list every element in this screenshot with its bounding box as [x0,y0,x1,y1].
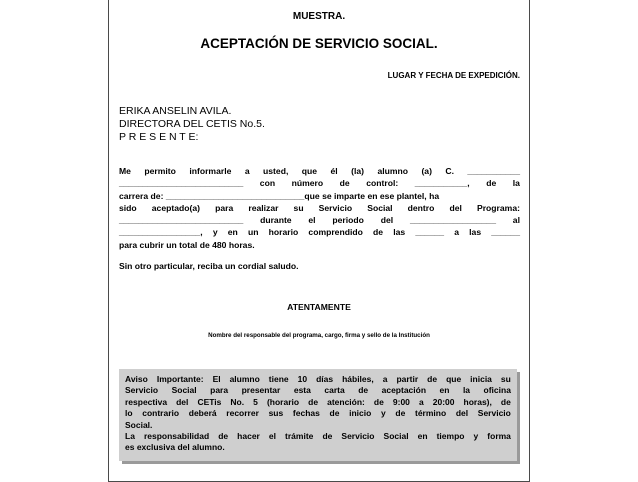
body-word: de [486,178,497,189]
body-word: las [469,227,482,238]
body-word: ______ [415,227,445,238]
notice-line: Servicio Social para presentar esta carta de aceptación en la oficina [125,385,511,396]
body-word: ___________ [467,166,520,176]
body-word: C. [445,166,454,176]
body-word: la [512,178,520,189]
body-word: del [380,215,394,226]
recipient-name: ERIKA ANSELIN AVILA. [119,105,232,117]
body-word: que [301,166,318,176]
body-word: control: [366,178,399,189]
body-word: realizar [248,202,279,213]
body-word: del [449,202,462,213]
body-word: a [244,166,250,176]
body-word: durante [260,215,292,226]
body-line [119,226,520,238]
body-word: a [454,227,459,238]
body-word: y [212,227,218,238]
body-word: _________________, [119,227,203,238]
body-word: permito [144,166,176,176]
notice-line: Aviso Importante: El alumno tiene 10 días hábiles, a partir de que inicia su [125,374,511,384]
body-word: informarle [189,166,232,176]
body-word: número [291,178,324,189]
body-word: Social [367,202,393,213]
body-word: en [227,227,238,238]
recipient-position: DIRECTORA DEL CETIS No.5. [119,118,265,130]
document-title: ACEPTACIÓN DE SERVICIO SOCIAL. [200,36,438,51]
recipient-block [119,105,265,144]
notice-line: La responsabilidad de hacer el trámite de Servicio Social en tiempo y forma [125,431,511,442]
body-word: (a) [421,166,432,176]
body-word: ___________, [414,178,470,189]
body-word: con [259,178,276,189]
body-word: (la) [351,166,364,176]
body-line [119,190,520,202]
document-page [108,0,530,482]
body-word: las [393,227,406,238]
notice-line: Social. [125,419,153,430]
important-notice-box [119,369,517,461]
body-word: horario [268,227,299,238]
body-word: el [308,215,316,226]
body-word: de [373,227,384,238]
letter-body [119,165,520,251]
body-word: ______ [491,227,520,238]
body-word: __________________ [409,215,496,226]
body-word: periodo [332,215,364,226]
body-word: Servicio [318,202,353,213]
place-date-label: LUGAR Y FECHA DE EXPEDICIÓN. [387,71,520,80]
body-word: de [339,178,350,189]
body-word: alumno [377,166,408,176]
recipient-presente: P R E S E N T E: [119,131,199,143]
body-line [119,177,520,189]
body-word: Programa: [476,202,520,213]
notice-line: respectiva del CETis No. 5 (horario de atención: de 9:00 a 20:00 horas), de [125,396,511,407]
body-word: él [330,166,338,176]
body-word: comprendido [308,227,363,238]
notice-line: lo contrario deberá recorrer sus fechas de inicio y de término del Servicio [125,408,511,419]
body-word: sido [119,202,137,213]
body-word: __________________________ [119,178,244,189]
body-line [119,239,520,251]
body-word: para [215,202,234,213]
body-line [119,202,520,214]
body-word: aceptado(a) [151,202,200,213]
atentamente-label: ATENTAMENTE [287,302,351,312]
body-word: al [512,215,520,226]
body-line [119,165,520,177]
notice-line: es exclusiva del alumno. [125,442,225,453]
body-word: __________________________ [119,215,244,226]
body-word: carrera de: _____________________________que se imparte en ese plantel, ha [119,190,440,201]
body-word: usted, [263,166,289,176]
closing-greeting: Sin otro particular, reciba un cordial saludo. [119,261,299,271]
body-word: dentro [407,202,435,213]
body-word: un [247,227,259,238]
body-line [119,214,520,226]
body-word: Me [119,166,131,176]
body-word: su [293,202,304,213]
body-word: para cubrir un total de 480 horas. [119,239,255,250]
signature-caption: Nombre del responsable del programa, cargo, firma y sello de la Institución [208,332,430,339]
sample-heading: MUESTRA. [292,11,346,22]
